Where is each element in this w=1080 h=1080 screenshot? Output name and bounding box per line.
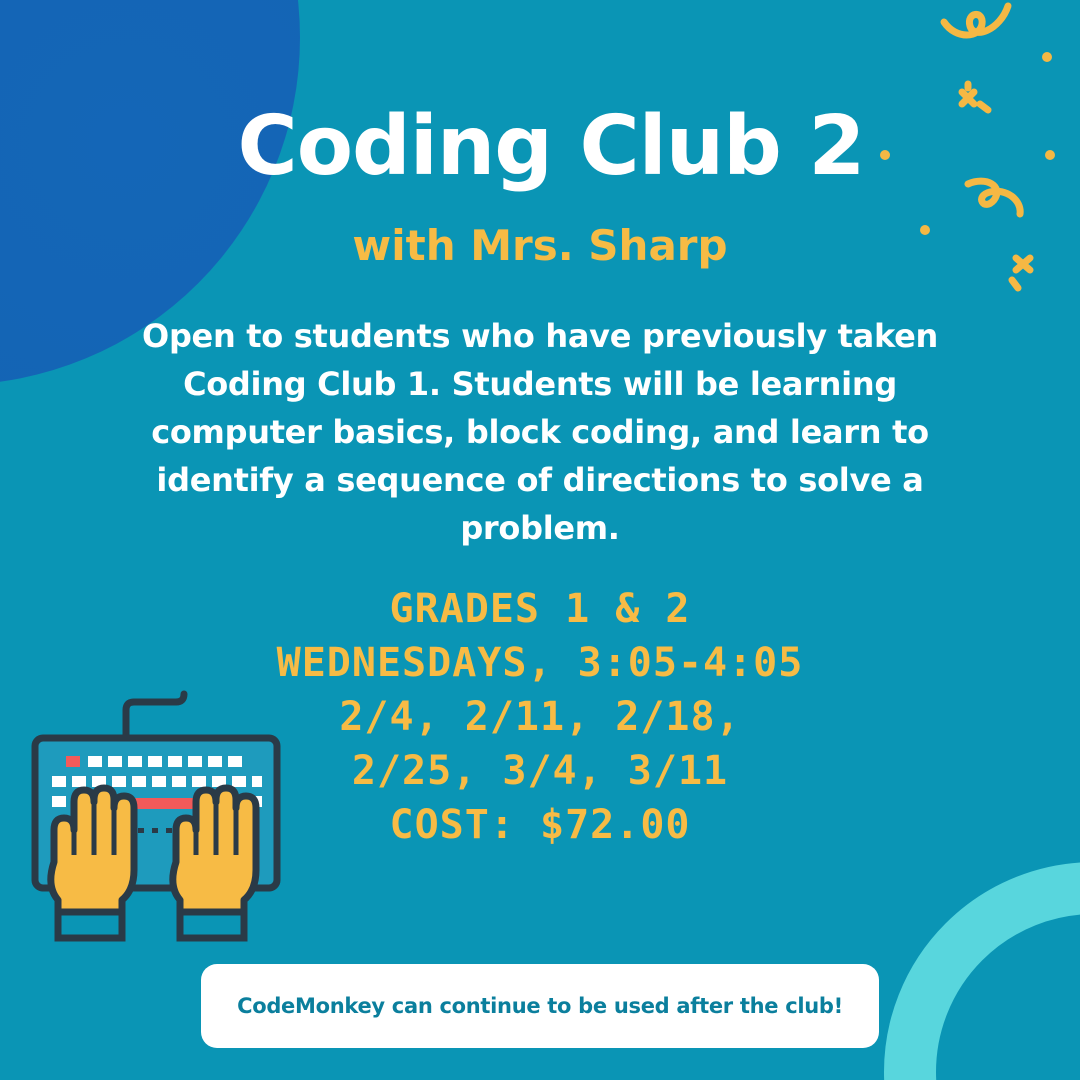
detail-line-dates-1: 2/4, 2/11, 2/18, [339, 694, 741, 740]
detail-line-cost: COST: $72.00 [389, 802, 691, 848]
description: Open to students who have previously taken Coding Club 1. Students will be learning computer basics, block coding, and learn to identify a sequence of directions to solve a problem. [142, 317, 938, 547]
note-box [201, 964, 879, 1048]
page-title: Coding Club 2 [237, 99, 865, 194]
detail-line-schedule: WEDNESDAYS, 3:05-4:05 [276, 640, 804, 686]
subtitle: with Mrs. Sharp [352, 221, 728, 270]
note-text: CodeMonkey can continue to be used after the club! [237, 994, 843, 1018]
detail-line-dates-2: 2/25, 3/4, 3/11 [351, 748, 729, 794]
detail-line-grades: GRADES 1 & 2 [389, 586, 691, 632]
decorative-ring-bottom-right [884, 862, 1080, 1080]
keyboard-with-hands-icon [30, 690, 290, 955]
